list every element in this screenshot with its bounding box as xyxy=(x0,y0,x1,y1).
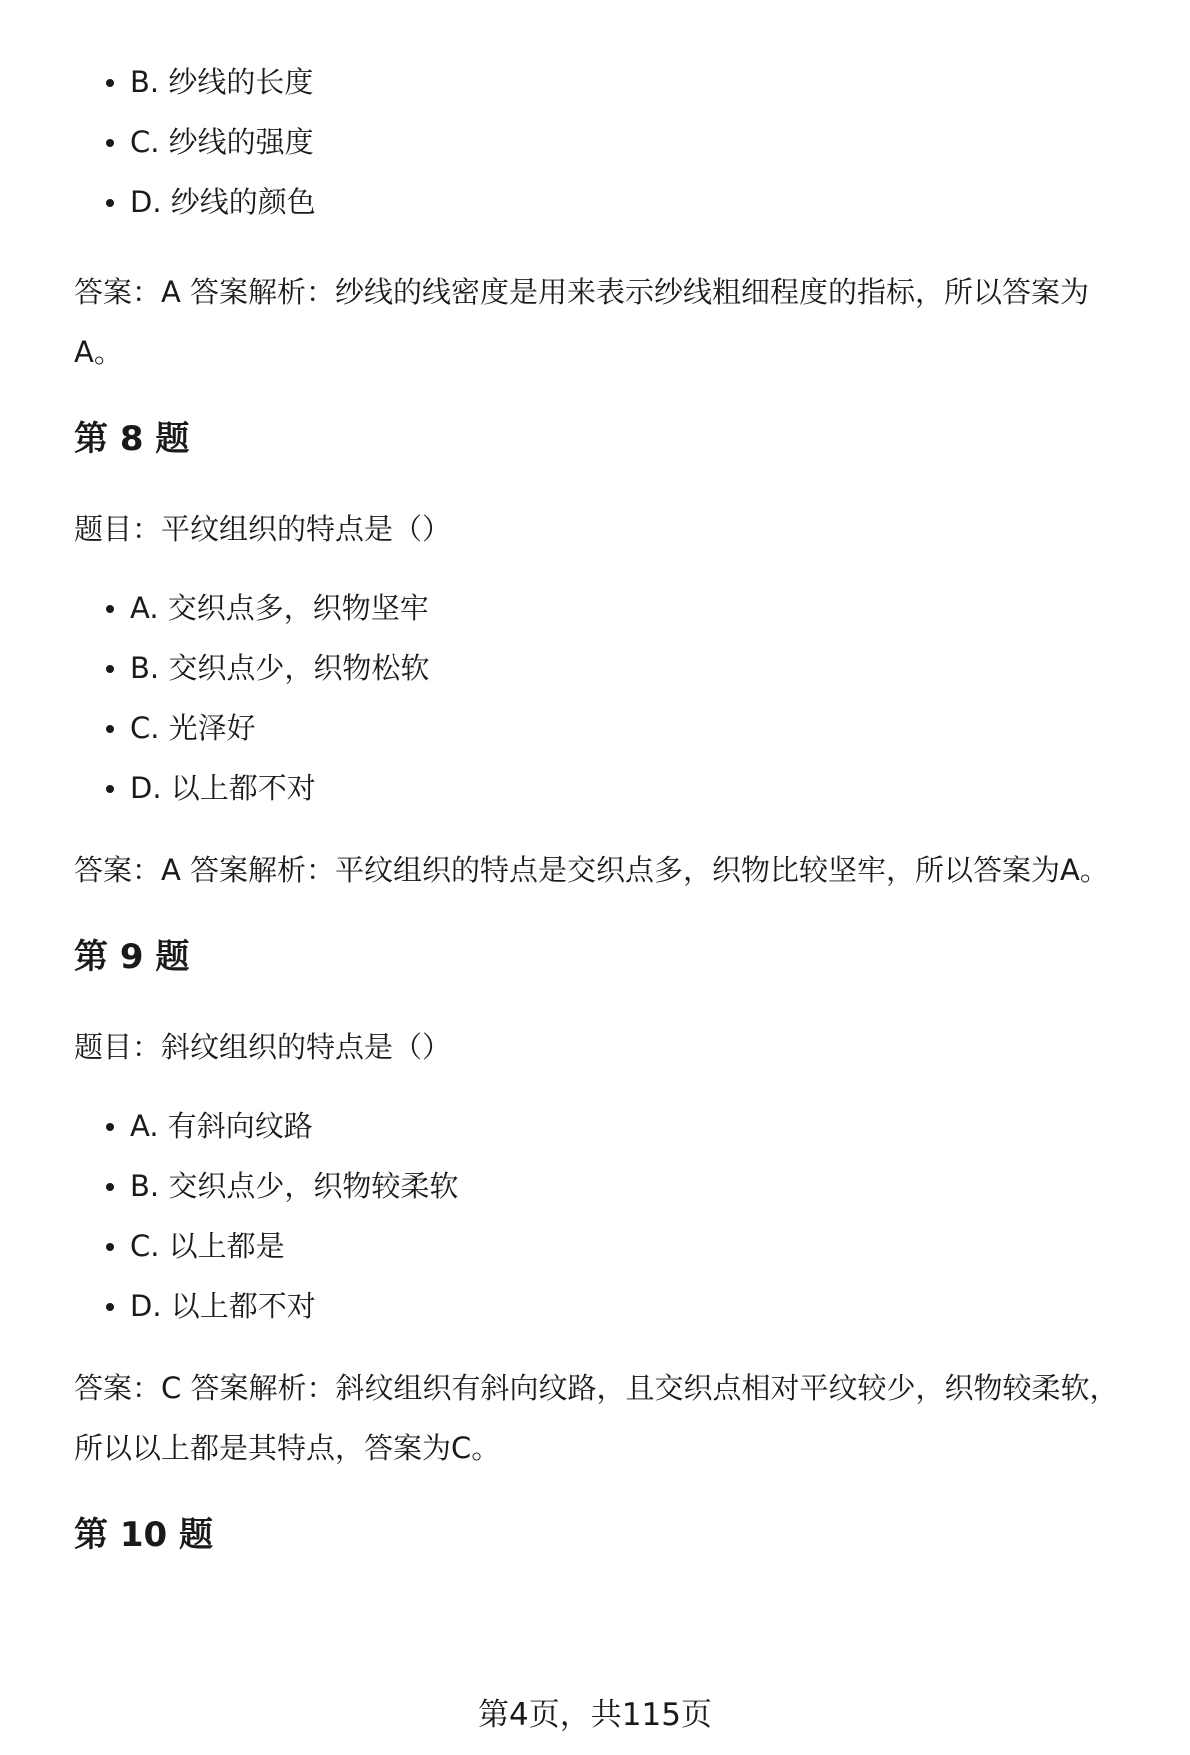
answer-explanation: 答案：A 答案解析：平纹组织的特点是交织点多，织物比较坚牢，所以答案为A。 xyxy=(74,853,1109,887)
question-prompt: 题目：平纹组织的特点是（） xyxy=(74,512,452,546)
answer-explanation: 答案：A 答案解析：纱线的线密度是用来表示纱线粗细程度的指标，所以答案为A。 xyxy=(74,275,1090,369)
option-item: D. 纱线的颜色 xyxy=(74,172,1134,232)
page-number-footer: 第4页，共115页 xyxy=(478,1697,712,1733)
question-heading: 第 10 题 xyxy=(74,1515,213,1555)
option-item: C. 纱线的强度 xyxy=(74,112,1134,172)
option-item: C. 以上都是 xyxy=(74,1216,1134,1276)
option-item: C. 光泽好 xyxy=(74,698,1134,758)
question-prompt: 题目：斜纹组织的特点是（） xyxy=(74,1030,452,1064)
option-list xyxy=(74,578,1134,818)
option-item: D. 以上都不对 xyxy=(74,758,1134,818)
option-item: B. 纱线的长度 xyxy=(74,52,1134,112)
answer-explanation: 答案：C 答案解析：斜纹组织有斜向纹路，且交织点相对平纹较少，织物较柔软，所以以上都是其特点，答案为C。 xyxy=(74,1371,1119,1465)
carryover-option-list xyxy=(74,52,1134,232)
option-item: A. 交织点多，织物坚牢 xyxy=(74,578,1134,638)
option-item: B. 交织点少，织物松软 xyxy=(74,638,1134,698)
option-list xyxy=(74,1096,1134,1336)
page-content xyxy=(74,52,1134,1560)
option-item: D. 以上都不对 xyxy=(74,1276,1134,1336)
option-item: B. 交织点少，织物较柔软 xyxy=(74,1156,1134,1216)
question-heading: 第 8 题 xyxy=(74,419,190,459)
option-item: A. 有斜向纹路 xyxy=(74,1096,1134,1156)
question-heading: 第 9 题 xyxy=(74,937,190,977)
